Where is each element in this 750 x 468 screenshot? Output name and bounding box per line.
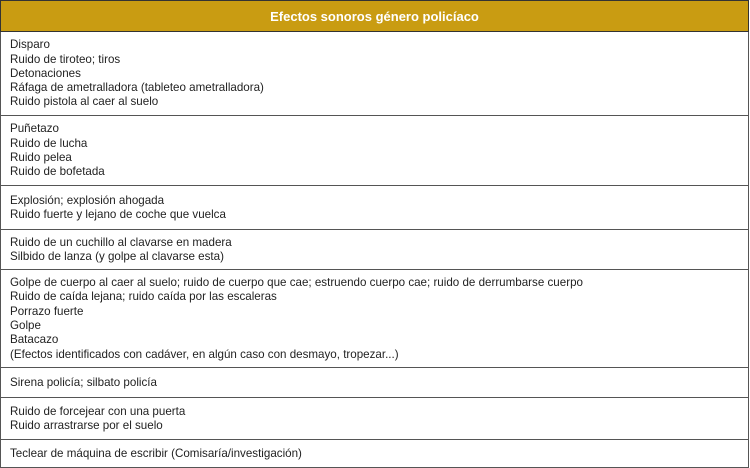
effect-item: Detonaciones: [10, 66, 81, 80]
effect-item: Golpe: [10, 319, 41, 332]
effect-item: Ruido de un cuchillo al clavarse en madera: [10, 235, 232, 249]
table-body: [1, 32, 749, 468]
table-cell: [1, 116, 749, 186]
table-cell: [1, 270, 749, 368]
table-row: [1, 270, 749, 368]
table-row: [1, 116, 749, 186]
table-row: [1, 186, 749, 230]
table-cell: [1, 186, 749, 230]
effect-item: Ruido arrastrarse por el suelo: [10, 419, 163, 432]
table-cell: [1, 368, 749, 398]
effect-item: Sirena policía; silbato policía: [10, 375, 157, 389]
effect-item: Puñetazo: [10, 122, 59, 136]
table-row: [1, 368, 749, 398]
effect-item: Teclear de máquina de escribir (Comisaría/investigación): [10, 446, 302, 460]
effect-item: Ruido fuerte y lejano de coche que vuelca: [10, 208, 226, 221]
table-row: [1, 32, 749, 116]
effect-item: Batacazo: [10, 333, 59, 347]
table-row: [1, 230, 749, 270]
effect-item: Ruido de forcejear con una puerta: [10, 404, 186, 418]
effect-item: Ruido pelea: [10, 151, 72, 164]
table-row: [1, 440, 749, 468]
effect-item: Disparo: [10, 38, 50, 52]
effect-item: Porrazo fuerte: [10, 304, 84, 318]
table-cell: [1, 440, 749, 468]
effect-item: Ráfaga de ametralladora (tableteo ametralladora): [10, 81, 264, 95]
effect-item: (Efectos identificados con cadáver, en algún caso con desmayo, tropezar...): [10, 347, 399, 361]
table-row: [1, 398, 749, 440]
effect-item: Silbido de lanza (y golpe al clavarse esta): [10, 250, 224, 263]
effect-item: Ruido de lucha: [10, 136, 88, 150]
effect-item: Ruido de tiroteo; tiros: [10, 52, 121, 66]
effect-item: Ruido de caída lejana; ruido caída por las escaleras: [10, 290, 277, 304]
table-title: Efectos sonoros género policíaco: [1, 1, 749, 32]
table-cell: [1, 398, 749, 440]
effect-item: Explosión; explosión ahogada: [10, 193, 165, 207]
header-row: [1, 1, 749, 32]
table-cell: [1, 32, 749, 116]
effect-item: Ruido de bofetada: [10, 165, 105, 179]
effect-item: Ruido pistola al caer al suelo: [10, 95, 159, 109]
table-cell: [1, 230, 749, 270]
effect-item: Golpe de cuerpo al caer al suelo; ruido de cuerpo que cae; estruendo cuerpo cae; ruido de derrumbarse cuerpo: [10, 276, 583, 290]
